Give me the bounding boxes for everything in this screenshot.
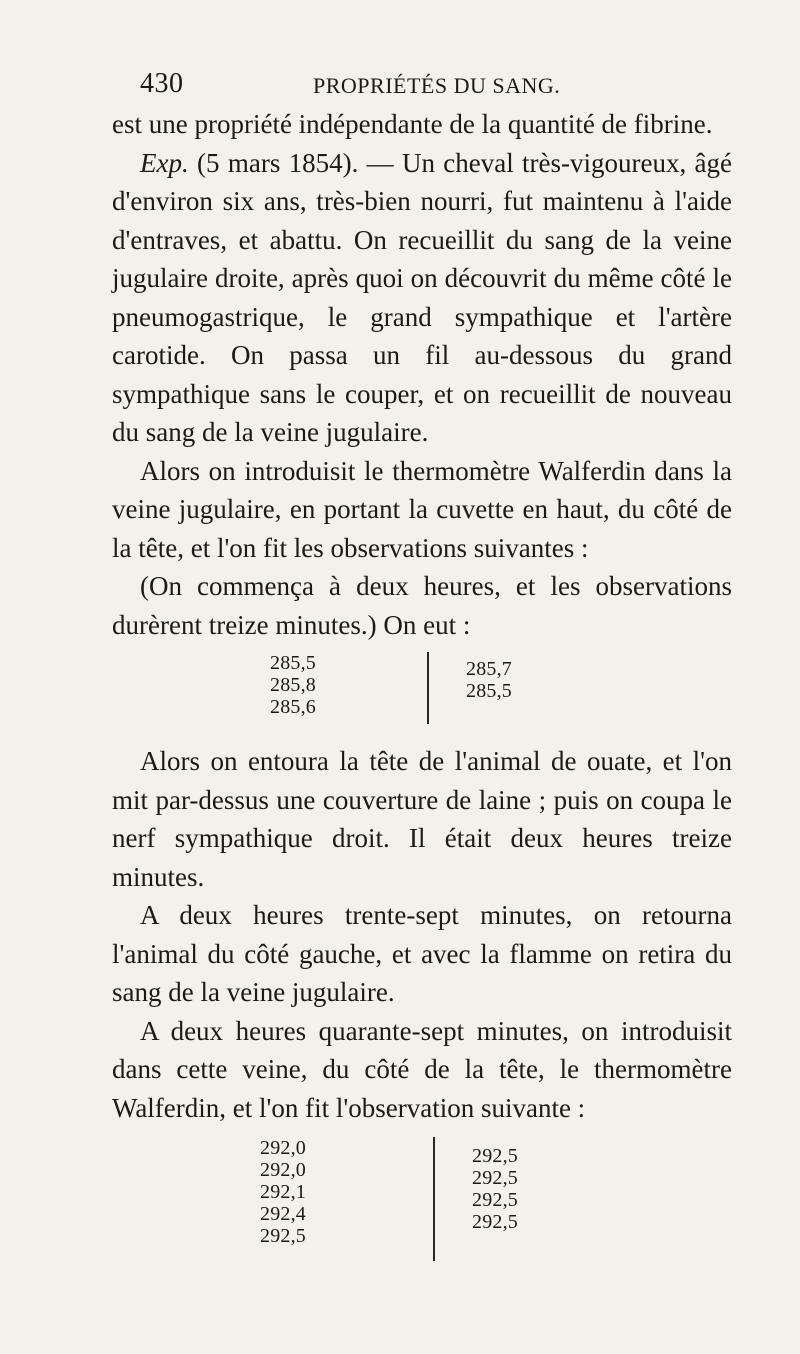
- paragraph-2-text: (5 mars 1854). — Un cheval très-vigoureux, âgé d'environ six ans, très-bien nourri, fut maintenu à l'aide d'entraves, et abattu. On recueillit du sang de la veine jugulaire droite, après quoi on découvrit du même côté le pneumogastrique, le grand sympathique et l'artère carotide. On passa un fil au-dessous du grand sympathique sans le couper, et on recueillit de nouveau du sang de la veine jugulaire.: [112, 147, 733, 447]
- paragraph-5: Alors on entoura la tête de l'animal de ouate, et l'on mit par-dessus une couverture de laine ; puis on coupa le nerf sympathique droit. Il était deux heures treize minutes.: [112, 746, 732, 892]
- table-cell: 292,5: [472, 1167, 518, 1189]
- table-cell: 292,5: [472, 1211, 518, 1233]
- page-number: 430: [140, 68, 184, 99]
- table-1-right-column: [466, 658, 512, 702]
- paragraph-7: A deux heures quarante-sept minutes, on introduisit dans cette veine, du côté de la tête, le thermomètre Walferdin, et l'on fit l'observation suivante :: [112, 1015, 732, 1123]
- table-1-left-column: [270, 652, 316, 718]
- body-text: [112, 105, 732, 1281]
- page-header: [140, 68, 740, 104]
- table-cell: 292,0: [260, 1137, 306, 1159]
- paragraph-6: A deux heures trente-sept minutes, on retourna l'animal du côté gauche, et avec la flamme on retira du sang de la veine jugulaire.: [112, 900, 732, 1007]
- experiment-label: Exp.: [140, 147, 189, 178]
- table-cell: 285,8: [270, 674, 316, 696]
- paragraph-1: est une propriété indépendante de la quantité de fibrine.: [112, 109, 713, 139]
- running-head: PROPRIÉTÉS DU SANG.: [313, 73, 561, 98]
- paragraph-4: (On commença à deux heures, et les observations durèrent treize minutes.) On eut :: [112, 571, 732, 640]
- paragraph-2: [112, 144, 732, 452]
- observations-table-1: [112, 652, 732, 728]
- observations-table-2: [112, 1137, 732, 1267]
- table-cell: 292,1: [260, 1181, 306, 1203]
- table-cell: 285,5: [466, 680, 512, 702]
- table-cell: 292,5: [472, 1145, 518, 1167]
- table-cell: 292,5: [472, 1189, 518, 1211]
- table-2-right-column: [472, 1145, 518, 1233]
- table-2-left-column: [260, 1137, 306, 1247]
- table-cell: 292,0: [260, 1159, 306, 1181]
- table-cell: 285,5: [270, 652, 316, 674]
- table-cell: 292,5: [260, 1225, 306, 1247]
- column-divider: [433, 1137, 435, 1261]
- table-cell: 285,6: [270, 696, 316, 718]
- table-cell: 292,4: [260, 1203, 306, 1225]
- column-divider: [427, 652, 429, 724]
- table-cell: 285,7: [466, 658, 512, 680]
- paragraph-3: Alors on introduisit le thermomètre Walferdin dans la veine jugulaire, en portant la cuvette en haut, du côté de la tête, et l'on fit les observations suivantes :: [112, 455, 732, 563]
